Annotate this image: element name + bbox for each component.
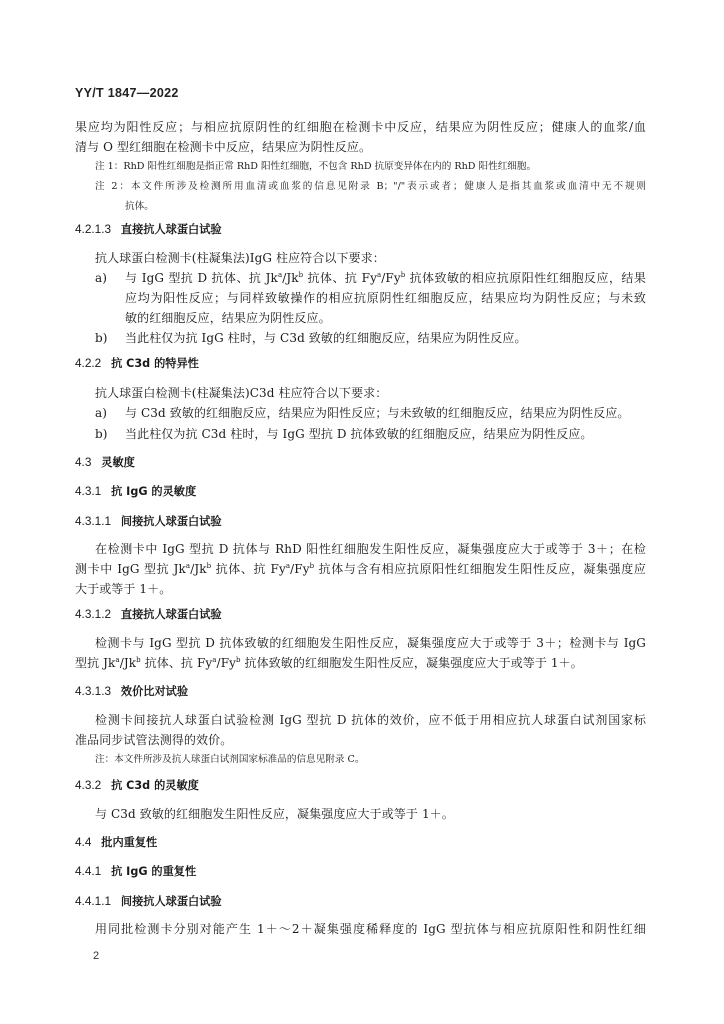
document-header: YY/T 1847—2022 xyxy=(75,86,179,100)
section-title: 直接抗人球蛋白试验 xyxy=(120,223,222,236)
section-title: 间接抗人球蛋白试验 xyxy=(120,515,222,528)
section-title: 批内重复性 xyxy=(101,836,158,849)
list-item-line: 敏的红细胞反应，结果应为阴性反应。 xyxy=(125,311,331,325)
page-number: 2 xyxy=(93,950,100,962)
section-heading xyxy=(75,454,724,470)
section-heading xyxy=(75,834,724,850)
section-title: 抗 C3d 的灵敏度 xyxy=(111,779,199,792)
list-label: a) xyxy=(95,271,108,285)
paragraph-line: 大于或等于 1＋。 xyxy=(75,582,172,596)
section-number: 4.3.1.1 xyxy=(75,514,112,528)
paragraph-line: 抗人球蛋白检测卡(柱凝集法)IgG 柱应符合以下要求： xyxy=(95,251,385,265)
section-number: 4.3.1.2 xyxy=(75,607,112,621)
note-3: 注：本文件所涉及抗人球蛋白试剂国家标准品的信息见附录 C。 xyxy=(95,754,365,765)
section-heading xyxy=(75,483,724,499)
paragraph-line: 型抗 Jk$^a$/Jk$^b$ 抗体、抗 Fy$^a$/Fy$^b$ 抗体致敏的红细胞发生阳性反应，凝集强度应大于或等于 1＋。 xyxy=(75,656,583,670)
section-number: 4.2.1.3 xyxy=(75,222,112,236)
list-item-line: 应均为阳性反应；与同样致敏操作的相应抗原阴性红细胞反应，结果应均为阴性反应；与未致 xyxy=(125,291,646,305)
section-heading xyxy=(75,513,724,529)
section-number: 4.2.2 xyxy=(75,356,102,370)
section-title: 间接抗人球蛋白试验 xyxy=(120,895,222,908)
section-number: 4.4 xyxy=(75,835,92,849)
paragraph-line: 准品同步试管法测得的效价。 xyxy=(75,733,233,747)
list-label: b) xyxy=(95,331,108,345)
paragraph-line: 清与 O 型红细胞在检测卡中反应，结果应为阴性反应。 xyxy=(75,140,372,154)
paragraph-line: 用同批检测卡分别对能产生 1＋～2＋凝集强度稀释度的 IgG 型抗体与相应抗原阳性和阴性红细 xyxy=(95,922,646,936)
paragraph-line: 测卡中 IgG 型抗 Jk$^a$/Jk$^b$ 抗体、抗 Fy$^a$/Fy$^b$ 抗体与含有相应抗原阳性红细胞发生阳性反应，凝集强度应 xyxy=(75,562,646,576)
section-number: 4.3.1 xyxy=(75,484,102,498)
section-number: 4.3.2 xyxy=(75,778,102,792)
paragraph-line: 抗人球蛋白检测卡(柱凝集法)C3d 柱应符合以下要求： xyxy=(95,386,388,400)
section-number: 4.3.1.3 xyxy=(75,684,112,698)
paragraph-line: 检测卡与 IgG 型抗 D 抗体致敏的红细胞发生阳性反应，凝集强度应大于或等于 3＋；检测卡与 IgG xyxy=(95,636,646,650)
section-number: 4.4.1 xyxy=(75,864,102,878)
note-1: 注 1：RhD 阳性红细胞是指正常 RhD 阳性红细胞，不包含 RhD 抗原变异体在内的 RhD 阳性红细胞。 xyxy=(95,161,537,172)
paragraph-line: 与 C3d 致敏的红细胞发生阳性反应，凝集强度应大于或等于 1＋。 xyxy=(95,807,454,821)
section-number: 4.3 xyxy=(75,455,92,469)
section-heading xyxy=(75,863,724,879)
section-title: 效价比对试验 xyxy=(120,685,189,698)
list-item-line: 与 C3d 致敏的红细胞反应，结果应为阳性反应；与未致敏的红细胞反应，结果应为阴性反应。 xyxy=(125,406,630,420)
section-heading xyxy=(75,355,724,371)
section-title: 灵敏度 xyxy=(101,456,135,469)
list-item-line: 当此柱仅为抗 IgG 柱时，与 C3d 致敏的红细胞反应，结果应为阴性反应。 xyxy=(125,331,527,345)
section-number: 4.4.1.1 xyxy=(75,894,112,908)
section-heading xyxy=(75,777,724,793)
note-2: 注 2：本文件所涉及检测所用血清或血浆的信息见附录 B；"/"表示或者；健康人是指其血浆或血清中无不规则 xyxy=(95,181,646,192)
section-heading xyxy=(75,893,724,909)
section-heading xyxy=(75,683,724,699)
section-heading xyxy=(75,221,724,237)
section-heading xyxy=(75,606,724,622)
paragraph-line: 果应均为阳性反应；与相应抗原阴性的红细胞在检测卡中反应，结果应为阴性反应；健康人的血浆/血 xyxy=(75,120,646,134)
list-item-line: 当此柱仅为抗 C3d 柱时，与 IgG 型抗 D 抗体致敏的红细胞反应，结果应为阴性反应。 xyxy=(125,427,593,441)
section-title: 抗 IgG 的灵敏度 xyxy=(111,485,197,498)
list-label: a) xyxy=(95,406,108,420)
section-title: 抗 IgG 的重复性 xyxy=(111,865,197,878)
list-item-line: 与 IgG 型抗 D 抗体、抗 Jk$^a$/Jk$^b$ 抗体、抗 Fy$^a$/Fy$^b$ 抗体致敏的相应抗原阳性红细胞反应，结果 xyxy=(125,271,646,285)
list-label: b) xyxy=(95,427,108,441)
paragraph-line: 检测卡间接抗人球蛋白试验检测 IgG 型抗 D 抗体的效价，应不低于用相应抗人球蛋白试剂国家标 xyxy=(95,713,646,727)
section-title: 直接抗人球蛋白试验 xyxy=(120,608,222,621)
paragraph-line: 在检测卡中 IgG 型抗 D 抗体与 RhD 阳性红细胞发生阳性反应，凝集强度应大于或等于 3＋；在检 xyxy=(95,542,646,556)
note-2-continued: 抗体。 xyxy=(125,201,154,212)
section-title: 抗 C3d 的特异性 xyxy=(111,357,199,370)
